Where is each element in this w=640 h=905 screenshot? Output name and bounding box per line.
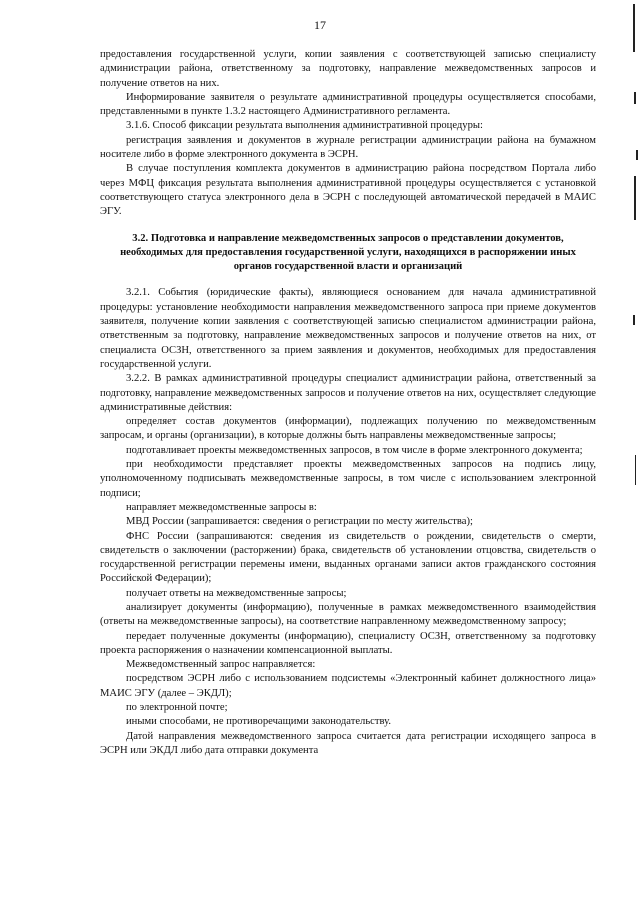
paragraph: посредством ЭСРН либо с использованием подсистемы «Электронный кабинет должностного лица» МАИС ЭГУ (далее – ЭКДЛ); [100,673,596,699]
scan-artifact [633,4,635,52]
paragraph: иными способами, не противоречащими законодательству. [126,716,392,728]
paragraph: 3.2.2. В рамках административной процедуры специалист администрации района, ответственный за подготовку, направление межведомственных запросов и получение ответов на них, осуществляет следующие административные действия: [100,373,596,413]
paragraph: передает полученные документы (информацию), специалисту ОСЗН, ответственному за подготовку проекта распоряжения о назначении компенсационной выплаты. [100,630,596,656]
paragraph: Информирование заявителя о результате административной процедуры осуществляется способами, представленными в пункте 1.3.2 настоящего Административного регламента. [100,91,596,118]
paragraph: МВД России (запрашивается: сведения о регистрации по месту жительства); [126,516,473,528]
paragraph: направляет межведомственные запросы в: [126,501,317,513]
paragraph: В случае поступления комплекта документов в администрацию района посредством Портала либо через МФЦ фиксация результата выполнения административной процедуры осуществляется с установкой соответствующего статуса электронного дела в ЭСРН с последующей автоматической передачей в МАИС ЭГУ. [100,163,596,218]
paragraphs-after-heading [100,286,596,758]
paragraph: предоставления государственной услуги, копии заявления с соответствующей записью специалисту администрации района, ответственному за подготовку, направление межведомственных запросов и получение ответов на них. [100,49,596,89]
page-number: 17 [314,18,326,32]
paragraph: 3.2.1. События (юридические факты), являющиеся основанием для начала административной процедуры: установление необходимости направления межведомственного запроса при приеме документов заявителя, получение копии заявления с соответствующей записью специалистом администрации района, ответственным за подготовку, направление межведомственных запросов и получение ответов на них, от специалиста ОСЗН, ответственного за прием заявления и документов, необходимых для предоставления государственной услуги. [100,287,596,370]
paragraph: Межведомственный запрос направляется: [126,659,316,671]
paragraph: регистрация заявления и документов в журнале регистрации администрации района на бумажном носителе либо в форме электронного документа в ЭСРН. [100,134,596,161]
scan-artifact [635,455,636,485]
paragraph: 3.1.6. Способ фиксации результата выполнения административной процедуры: [126,120,483,132]
paragraph: при необходимости представляет проекты межведомственных запросов на подпись лицу, уполномоченному подписывать межведомственные запросы, в том числе с использованием электронной подписи; [100,459,596,499]
paragraph: ФНС России (запрашиваются: сведения из свидетельств о рождении, свидетельств о смерти, свидетельств о заключении (расторжении) брака, свидетельств об установлении отцовства, свидетельств о государственной регистрации перемены имени, выданных органами записи актов гражданского состояния Российской Федерации); [100,530,596,585]
paragraph: определяет состав документов (информации), подлежащих получению по межведомственным запросам, и органы (организации), в которые должны быть направлены межведомственные запросы; [100,416,596,442]
section-heading: 3.2. Подготовка и направление межведомственных запросов о представлении документов, необходимых для предоставления государственной услуги, находящихся в распоряжении иных органов государственной власти и организаций [120,232,576,273]
paragraph: анализирует документы (информацию), полученные в рамках межведомственного взаимодействия (ответы на межведомственные запросы), на соответствие направленному межведомственному запросу; [100,601,596,628]
paragraphs-before-heading [100,48,596,220]
paragraph: получает ответы на межведомственные запросы; [126,587,347,599]
scan-artifact [634,92,636,104]
scan-artifact [633,315,635,325]
paragraph: Датой направления межведомственного запроса считается дата регистрации исходящего запроса в ЭСРН или ЭКДЛ либо дата отправки документа [100,730,596,756]
scan-artifact [636,150,638,160]
paragraph: подготавливает проекты межведомственных запросов, в том числе в форме электронного документа; [126,444,583,456]
document-body [100,48,596,758]
scan-artifact [634,176,636,220]
paragraph: по электронной почте; [126,702,228,714]
